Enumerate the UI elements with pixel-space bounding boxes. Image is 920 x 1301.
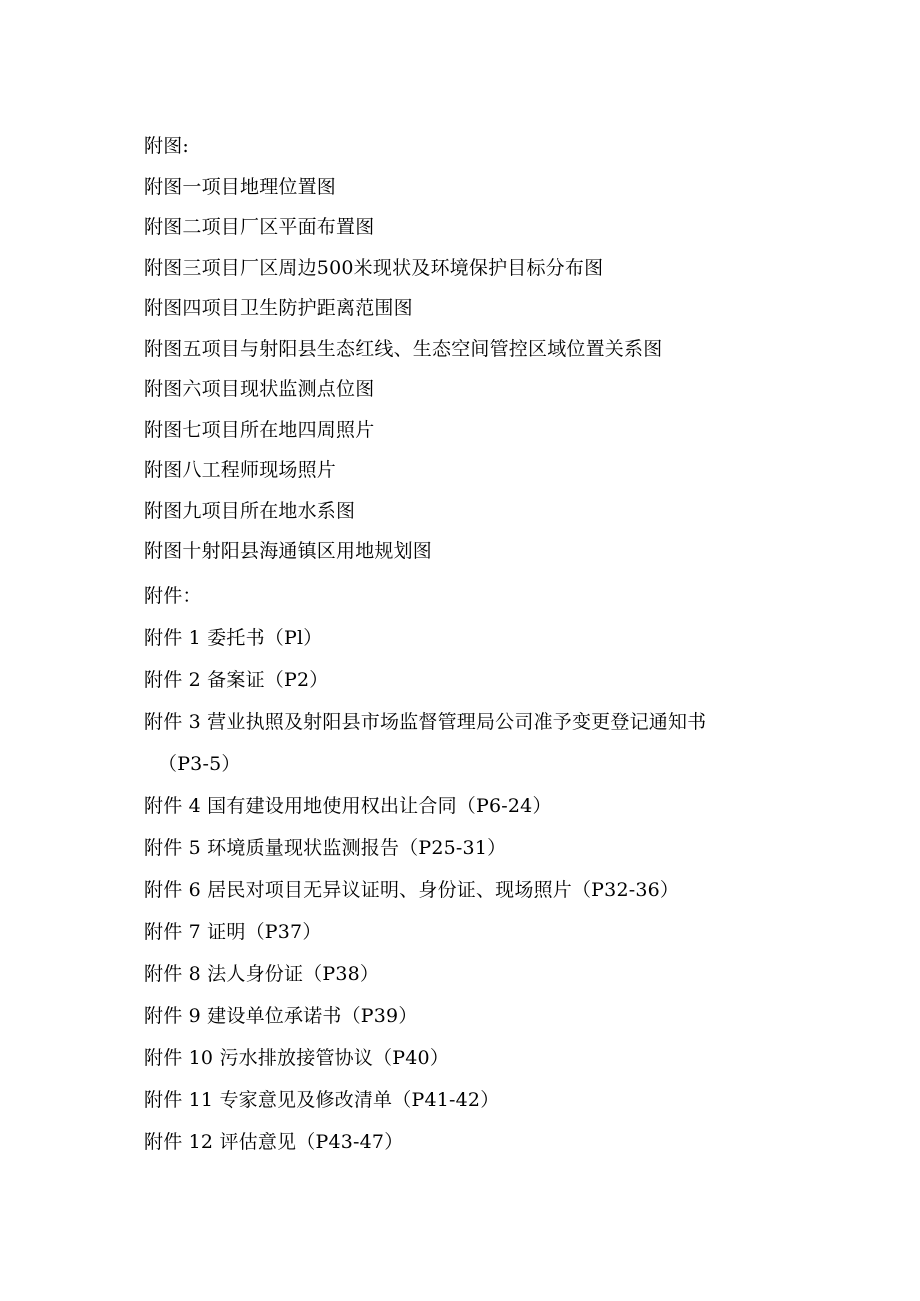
attachment-item: 附件 6 居民对项目无异议证明、身份证、现场照片（P32-36） bbox=[144, 878, 680, 901]
figure-item: 附图一项目地理位置图 bbox=[144, 175, 337, 198]
attachment-item-continuation: （P3-5） bbox=[158, 752, 241, 775]
figure-item: 附图九项目所在地水系图 bbox=[144, 499, 356, 522]
attachment-item: 附件 4 国有建设用地使用权出让合同（P6-24） bbox=[144, 794, 552, 817]
attachment-item: 附件 5 环境质量现状监测报告（P25-31） bbox=[144, 836, 507, 859]
attachment-item: 附件 12 评估意见（P43-47） bbox=[144, 1130, 404, 1153]
attachment-item: 附件 2 备案证（P2） bbox=[144, 668, 329, 691]
figure-item: 附图五项目与射阳县生态红线、生态空间管控区域位置关系图 bbox=[144, 337, 663, 360]
attachment-item: 附件 3 营业执照及射阳县市场监督管理局公司准予变更登记通知书 bbox=[144, 710, 707, 733]
figure-item: 附图三项目厂区周边500米现状及环境保护目标分布图 bbox=[144, 256, 604, 279]
figure-item: 附图八工程师现场照片 bbox=[144, 459, 337, 481]
attachment-item: 附件 11 专家意见及修改清单（P41-42） bbox=[144, 1088, 500, 1111]
attachment-item: 附件 1 委托书（Pl） bbox=[144, 626, 323, 649]
figure-item: 附图十射阳县海通镇区用地规划图 bbox=[144, 540, 433, 562]
attachment-item: 附件 10 污水排放接管协议（P40） bbox=[144, 1046, 450, 1069]
attachment-item: 附件 7 证明（P37） bbox=[144, 920, 322, 943]
figure-item: 附图四项目卫生防护距离范围图 bbox=[144, 297, 413, 319]
attachment-item: 附件 8 法人身份证（P38） bbox=[144, 962, 380, 985]
attachments-block bbox=[144, 575, 784, 1163]
figure-item: 附图七项目所在地四周照片 bbox=[144, 418, 375, 441]
figures-heading: 附图: bbox=[144, 135, 190, 157]
figure-item: 附图六项目现状监测点位图 bbox=[144, 378, 375, 400]
appendix-list bbox=[144, 126, 784, 1163]
attachment-item: 附件 9 建设单位承诺书（P39） bbox=[144, 1004, 418, 1027]
attachments-heading: 附件： bbox=[144, 584, 202, 607]
figure-item: 附图二项目厂区平面布置图 bbox=[144, 216, 375, 238]
